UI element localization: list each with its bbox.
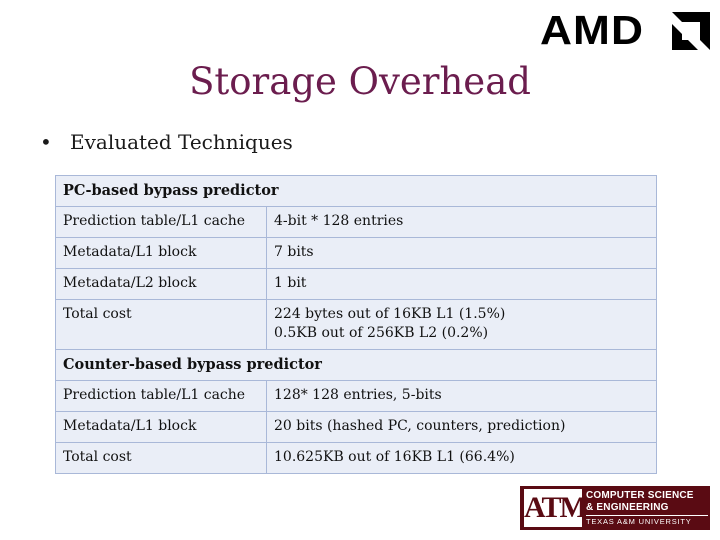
row-value-line: 0.5KB out of 256KB L2 (0.2%)	[274, 325, 489, 341]
table-row	[56, 300, 657, 350]
amd-logo	[540, 8, 712, 52]
row-label: Metadata/L2 block	[56, 269, 267, 300]
counter-header-cell: Counter-based bypass predictor	[56, 350, 657, 381]
table-header-counter	[56, 350, 657, 381]
amd-arrow-icon	[672, 12, 710, 50]
pc-header-cell: PC-based bypass predictor	[56, 176, 657, 207]
atm-mark-text: ATM	[524, 491, 586, 524]
bullet-dot: •	[40, 130, 52, 154]
table-row	[56, 412, 657, 443]
row-label: Metadata/L1 block	[56, 412, 267, 443]
tamu-line-1: COMPUTER SCIENCE	[586, 490, 694, 501]
row-label: Metadata/L1 block	[56, 238, 267, 269]
row-value: 1 bit	[267, 269, 657, 300]
row-value-line: 224 bytes out of 16KB L1 (1.5%)	[274, 306, 506, 322]
row-label: Total cost	[56, 443, 267, 474]
row-value	[267, 300, 657, 350]
row-label: Total cost	[56, 300, 267, 350]
amd-logo-text: AMD	[540, 7, 645, 53]
bullet-item	[40, 130, 293, 154]
tamu-line-3: TEXAS A&M UNIVERSITY	[586, 515, 708, 527]
row-label: Prediction table/L1 cache	[56, 207, 267, 238]
row-value: 128* 128 entries, 5-bits	[267, 381, 657, 412]
table-row	[56, 207, 657, 238]
slide-title: Storage Overhead	[189, 60, 531, 103]
tamu-logo-text	[586, 490, 708, 527]
table-row	[56, 443, 657, 474]
row-value: 7 bits	[267, 238, 657, 269]
table-header-pc	[56, 176, 657, 207]
storage-table	[55, 175, 657, 474]
row-value: 4-bit * 128 entries	[267, 207, 657, 238]
table-row	[56, 381, 657, 412]
row-value: 20 bits (hashed PC, counters, prediction)	[267, 412, 657, 443]
row-value: 10.625KB out of 16KB L1 (66.4%)	[267, 443, 657, 474]
atm-mark-icon	[524, 489, 586, 527]
tamu-cse-logo	[520, 486, 710, 530]
row-label: Prediction table/L1 cache	[56, 381, 267, 412]
table-row	[56, 238, 657, 269]
table-row	[56, 269, 657, 300]
bullet-text: Evaluated Techniques	[70, 130, 293, 154]
tamu-line-2: & ENGINEERING	[586, 502, 669, 513]
